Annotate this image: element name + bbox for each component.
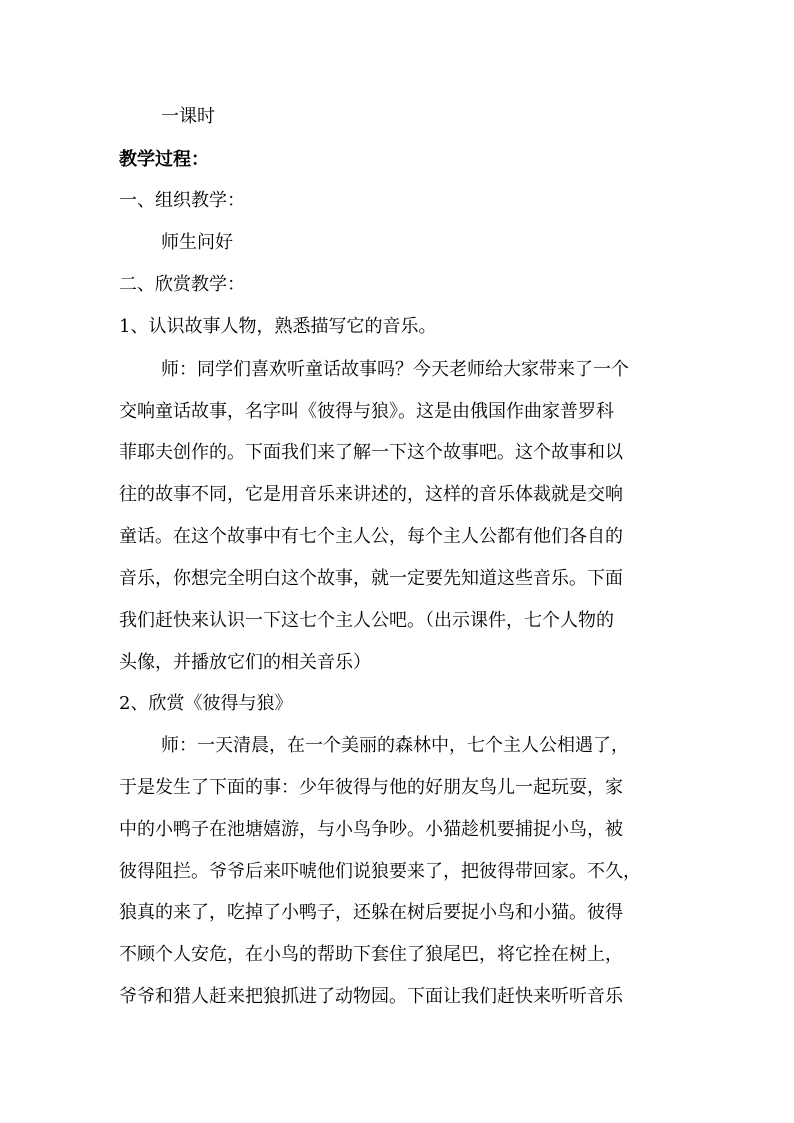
heading-organize-teaching: 一、组织教学： [119, 190, 245, 211]
paragraph-line: 音乐，你想完全明白这个故事，就一定要先知道这些音乐。下面 [119, 568, 623, 589]
paragraph-line: 师：同学们喜欢听童话故事吗？今天老师给大家带来了一个 [161, 359, 629, 380]
paragraph-line: 交响童话故事，名字叫《彼得与狼》。这是由俄国作曲家普罗科 [119, 401, 614, 422]
paragraph-line: 头像，并播放它们的相关音乐） [119, 652, 371, 673]
paragraph-line: 于是发生了下面的事：少年彼得与他的好朋友鸟儿一起玩耍，家 [119, 777, 623, 798]
subheading-know-characters: 1、认识故事人物，熟悉描写它的音乐。 [119, 316, 437, 337]
lesson-period: 一课时 [161, 106, 215, 127]
paragraph-line: 彼得阻拦。爷爷后来吓唬他们说狼要来了，把彼得带回家。不久， [119, 861, 641, 882]
paragraph-line: 往的故事不同，它是用音乐来讲述的，这样的音乐体裁就是交响 [119, 484, 623, 505]
subheading-appreciate-peter-and-wolf: 2、欣赏《彼得与狼》 [119, 693, 293, 714]
paragraph-line: 我们赶快来认识一下这七个主人公吧。（出示课件，七个人物的 [119, 610, 614, 631]
paragraph-line: 不顾个人安危，在小鸟的帮助下套住了狼尾巴，将它拴在树上， [119, 944, 623, 965]
paragraph-line: 狼真的来了，吃掉了小鸭子，还躲在树后要捉小鸟和小猫。彼得 [119, 902, 623, 923]
paragraph-greeting: 师生问好 [161, 232, 233, 253]
heading-appreciation-teaching: 二、欣赏教学： [119, 274, 245, 295]
paragraph-line: 菲耶夫创作的。下面我们来了解一下这个故事吧。这个故事和以 [119, 442, 623, 463]
paragraph-line: 童话。在这个故事中有七个主人公，每个主人公都有他们各自的 [119, 526, 623, 547]
section-heading-teaching-process: 教学过程： [119, 149, 209, 170]
paragraph-line: 师：一天清晨，在一个美丽的森林中，七个主人公相遇了， [161, 735, 629, 756]
paragraph-line: 爷爷和猎人赶来把狼抓进了动物园。下面让我们赶快来听听音乐 [119, 986, 623, 1007]
paragraph-line: 中的小鸭子在池塘嬉游，与小鸟争吵。小猫趁机要捕捉小鸟，被 [119, 819, 623, 840]
